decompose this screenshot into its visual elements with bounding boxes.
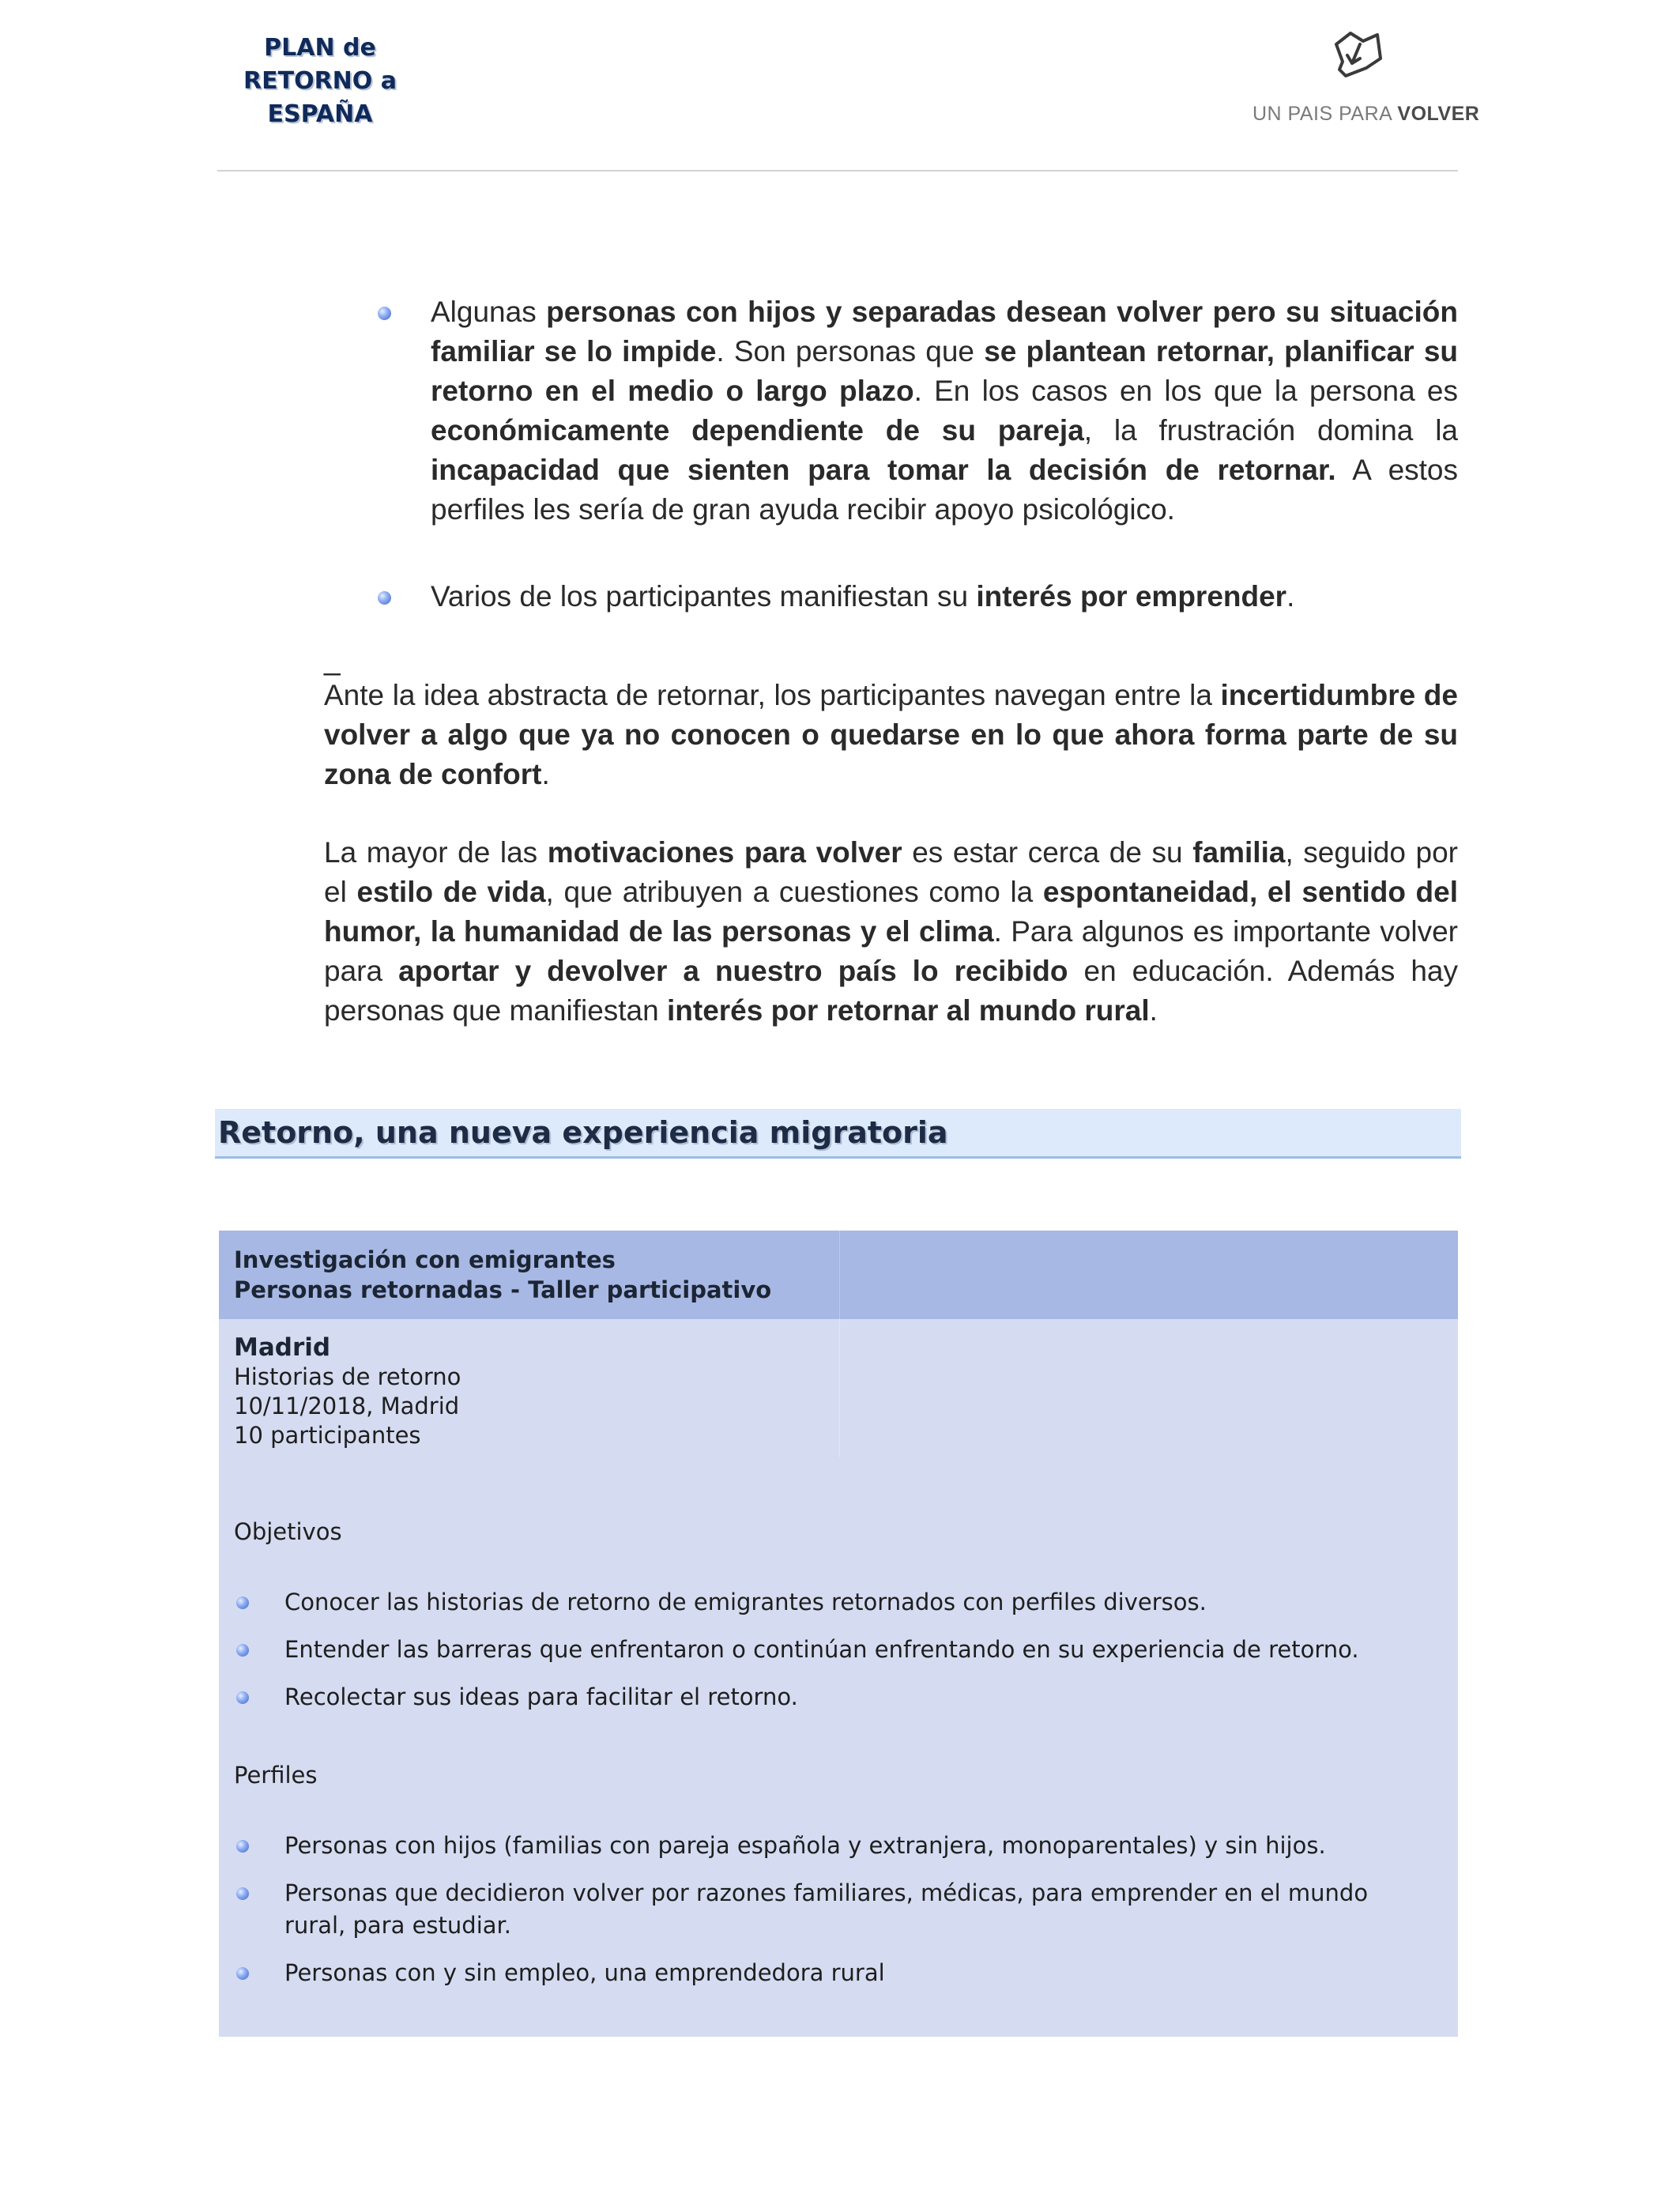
workshop-event: Historias de retorno bbox=[234, 1363, 461, 1390]
text-segment: La mayor de las bbox=[324, 836, 548, 869]
bold-text: motivaciones para volver bbox=[547, 836, 902, 869]
research-title: Investigación con emigrantes bbox=[234, 1246, 616, 1273]
brand-text bbox=[1252, 103, 1480, 126]
text-segment: . bbox=[541, 758, 550, 790]
bullet-icon bbox=[378, 307, 391, 320]
paragraph-motivations bbox=[324, 833, 1458, 1031]
text-segment: Algunas bbox=[431, 296, 547, 328]
workshop-title: Personas retornadas - Taller participativo bbox=[234, 1276, 772, 1303]
bullet-icon bbox=[378, 591, 391, 605]
section-heading-band bbox=[215, 1109, 1461, 1159]
text-segment: . Para algunos es importante volver para bbox=[324, 915, 1458, 987]
un-pais-para-volver-logo bbox=[1252, 24, 1480, 134]
workshop-participants: 10 participantes bbox=[234, 1422, 421, 1449]
objectives-label: Objetivos bbox=[234, 1518, 342, 1545]
bullet-text bbox=[431, 577, 1458, 616]
plan-retorno-logo bbox=[229, 32, 411, 131]
list-item bbox=[324, 292, 1458, 530]
profile-item: Personas que decidieron volver por razones familiares, médicas, para emprender en el mundo rural, para estudiar. bbox=[284, 1879, 1369, 1939]
text-segment: A estos perfiles les sería de gran ayuda recibir apoyo psicológico. bbox=[431, 454, 1459, 526]
bold-text: interés por emprender bbox=[976, 580, 1287, 613]
column-divider bbox=[839, 1319, 840, 1457]
bullet-text bbox=[431, 292, 1458, 530]
profile-item: Personas con hijos (familias con pareja española y extranjera, monoparentales) y sin hijos. bbox=[284, 1832, 1326, 1859]
logo-line: ESPAÑA bbox=[267, 100, 373, 128]
text-segment: . En los casos en los que la persona es bbox=[913, 375, 1458, 407]
bullet-icon bbox=[236, 1840, 249, 1853]
brand-text-bold: VOLVER bbox=[1397, 103, 1480, 125]
objective-item: Conocer las historias de retorno de emigrantes retornados con perfiles diversos. bbox=[284, 1589, 1207, 1615]
text-segment: , la frustración domina la bbox=[1083, 414, 1458, 447]
bold-text: familia bbox=[1192, 836, 1286, 869]
bold-text: se plantean retornar, planificar su retorno en el medio o largo plazo bbox=[431, 335, 1458, 407]
brand-text-light: UN PAIS PARA bbox=[1252, 103, 1398, 125]
objective-item: Entender las barreras que enfrentaron o continúan enfrentando en su experiencia de retorno. bbox=[284, 1636, 1359, 1663]
speech-bubble-arrow-icon bbox=[1325, 27, 1388, 90]
objective-item: Recolectar sus ideas para facilitar el retorno. bbox=[284, 1683, 798, 1710]
bold-text: interés por retornar al mundo rural bbox=[667, 994, 1150, 1027]
bold-text: incertidumbre de volver a algo que ya no conocen o quedarse en lo que ahora forma parte de su zona de confort bbox=[324, 679, 1458, 790]
bullet-icon bbox=[236, 1596, 249, 1609]
profile-item: Personas con y sin empleo, una emprendedora rural bbox=[284, 1959, 885, 1986]
text-segment: es estar cerca de su bbox=[902, 836, 1193, 869]
bullet-icon bbox=[236, 1691, 249, 1704]
text-segment: , que atribuyen a cuestiones como la bbox=[545, 876, 1043, 908]
logo-line: RETORNO a bbox=[243, 67, 397, 95]
header-divider bbox=[217, 170, 1458, 172]
text-segment: . bbox=[1286, 580, 1295, 613]
column-divider bbox=[839, 1231, 840, 1319]
workshop-city: Madrid bbox=[234, 1333, 331, 1362]
text-segment: , seguido por el bbox=[324, 836, 1458, 908]
list-item bbox=[324, 577, 1458, 616]
text-segment: . bbox=[1149, 994, 1158, 1027]
text-segment: Varios de los participantes manifiestan su bbox=[431, 580, 977, 613]
bullet-icon bbox=[236, 1967, 249, 1980]
logo-line: PLAN de bbox=[264, 34, 376, 62]
bold-text: económicamente dependiente de su pareja bbox=[431, 414, 1084, 447]
bold-text: espontaneidad, el sentido del humor, la humanidad de las personas y el clima bbox=[324, 876, 1459, 948]
text-segment: en educación. Además hay personas que manifiestan bbox=[324, 955, 1459, 1027]
bold-text: aportar y devolver a nuestro país lo recibido bbox=[398, 955, 1068, 987]
bold-text: personas con hijos y separadas desean volver pero su situación familiar se lo impide bbox=[431, 296, 1458, 368]
bullet-icon bbox=[236, 1887, 249, 1900]
info-box-header bbox=[219, 1231, 1458, 1319]
findings-bullet-list bbox=[324, 292, 1458, 616]
text-segment: . Son personas que bbox=[716, 335, 985, 368]
workshop-info-box bbox=[219, 1231, 1458, 2037]
profiles-label: Perfiles bbox=[234, 1762, 318, 1789]
bold-text: estilo de vida bbox=[356, 876, 546, 908]
paragraph-uncertainty bbox=[324, 676, 1458, 794]
workshop-date: 10/11/2018, Madrid bbox=[234, 1393, 460, 1419]
text-segment: Ante la idea abstracta de retornar, los participantes navegan entre la bbox=[324, 679, 1221, 711]
bullet-icon bbox=[236, 1644, 249, 1657]
section-title: Retorno, una nueva experiencia migratoria bbox=[218, 1115, 948, 1150]
bold-text: incapacidad que sienten para tomar la decisión de retornar. bbox=[431, 454, 1336, 486]
separator-dash: _ bbox=[324, 643, 341, 676]
